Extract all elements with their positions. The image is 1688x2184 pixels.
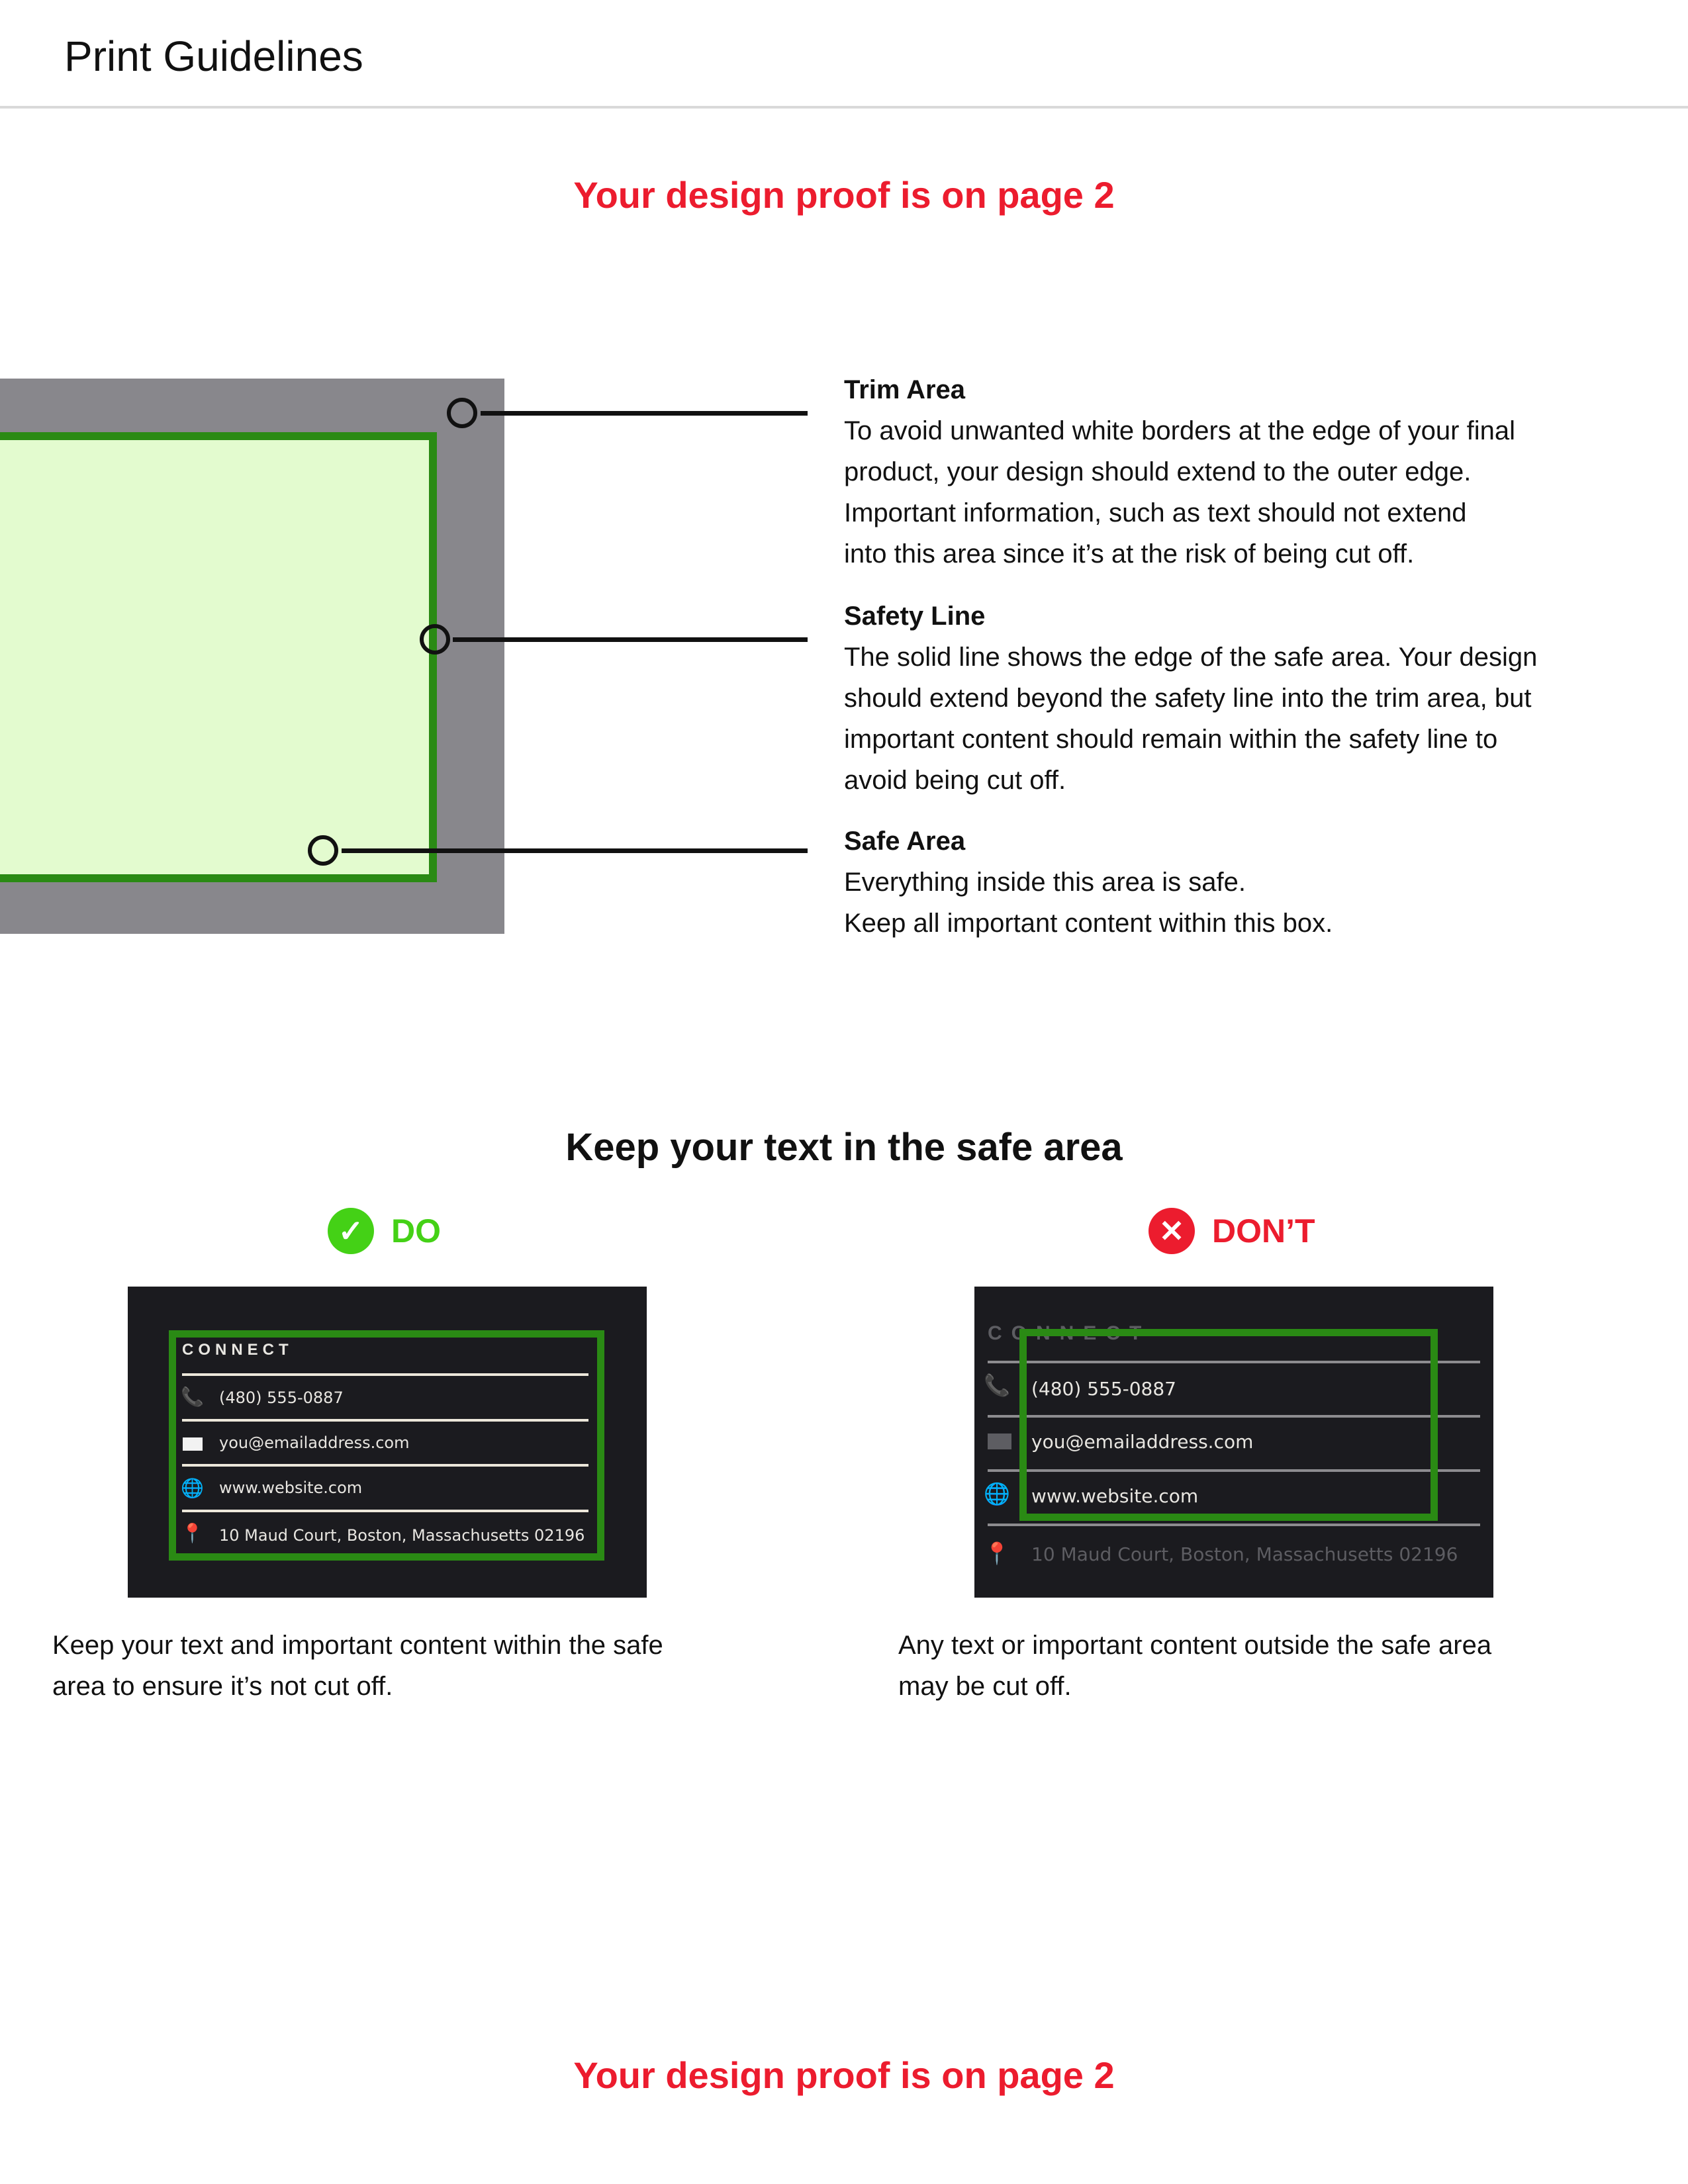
trim-area-leader-line	[481, 411, 808, 416]
card-website: www.website.com	[1031, 1485, 1199, 1507]
page-title: Print Guidelines	[64, 32, 363, 80]
trim-area-title: Trim Area	[844, 375, 966, 404]
safety-line-line: The solid line shows the edge of the safe area. Your design	[844, 643, 1538, 672]
safe-area-line: Keep all important content within this box.	[844, 909, 1333, 938]
globe-icon: 🌐	[181, 1478, 204, 1498]
dont-badge	[1149, 1206, 1315, 1256]
business-card-example-do	[128, 1287, 647, 1598]
location-pin-icon: 📍	[181, 1523, 204, 1543]
safety-line-leader-line	[453, 637, 808, 642]
mail-icon	[988, 1433, 1011, 1449]
proof-notice-bottom: Your design proof is on page 2	[573, 2054, 1115, 2096]
safe-area-title: Safe Area	[844, 827, 966, 856]
dont-caption-line: Any text or important content outside the safe area	[898, 1631, 1492, 1660]
section-title: Keep your text in the safe area	[565, 1126, 1123, 1169]
card-address: 10 Maud Court, Boston, Massachusetts 02196	[1031, 1543, 1458, 1565]
card-address: 10 Maud Court, Boston, Massachusetts 02196	[219, 1526, 585, 1545]
trim-area-description	[844, 369, 1605, 574]
card-email: you@emailaddress.com	[1031, 1431, 1254, 1453]
card-rule	[182, 1419, 588, 1422]
x-icon: ✕	[1149, 1208, 1195, 1254]
safety-line-title: Safety Line	[844, 602, 986, 631]
safe-area-description	[844, 821, 1605, 944]
card-phone: (480) 555-0887	[1031, 1378, 1176, 1400]
card-rule	[988, 1524, 1480, 1526]
header-divider	[0, 106, 1688, 109]
card-rule	[182, 1464, 588, 1467]
dont-label: DON’T	[1212, 1212, 1315, 1250]
safe-area-line: Everything inside this area is safe.	[844, 868, 1246, 897]
trim-area-line: product, your design should extend to the outer edge.	[844, 457, 1472, 486]
safety-line-line: should extend beyond the safety line into the trim area, but	[844, 684, 1532, 713]
safety-line-line: avoid being cut off.	[844, 766, 1066, 795]
card-heading: CONNECT	[988, 1322, 1151, 1344]
trim-area-marker	[447, 398, 477, 428]
mail-icon	[183, 1437, 203, 1451]
trim-area-line: into this area since it’s at the risk of being cut off.	[844, 539, 1415, 569]
safety-line-marker	[420, 624, 450, 655]
card-website: www.website.com	[219, 1479, 363, 1497]
do-caption	[52, 1625, 714, 1707]
safe-area-swatch	[0, 432, 437, 882]
safe-area-leader-line	[342, 848, 808, 853]
card-phone: (480) 555-0887	[219, 1388, 344, 1407]
do-label: DO	[391, 1212, 441, 1250]
proof-notice-top: Your design proof is on page 2	[573, 174, 1115, 216]
trim-area-line: To avoid unwanted white borders at the edge of your final	[844, 416, 1515, 445]
phone-icon: 📞	[181, 1387, 204, 1407]
do-caption-line: Keep your text and important content within the safe	[52, 1631, 663, 1660]
safety-line-outline	[1019, 1329, 1438, 1521]
trim-area-line: Important information, such as text should not extend	[844, 498, 1467, 527]
card-heading: CONNECT	[182, 1341, 293, 1359]
dont-caption-line: may be cut off.	[898, 1672, 1072, 1701]
business-card-example-dont	[974, 1287, 1493, 1598]
card-email: you@emailaddress.com	[219, 1433, 410, 1452]
card-rule	[182, 1373, 588, 1376]
location-pin-icon: 📍	[984, 1541, 1010, 1565]
globe-icon: 🌐	[984, 1482, 1010, 1506]
safe-area-marker	[308, 835, 338, 866]
check-icon: ✓	[328, 1208, 374, 1254]
dont-caption	[898, 1625, 1560, 1707]
safety-line-description	[844, 596, 1605, 801]
phone-icon: 📞	[984, 1373, 1010, 1397]
do-caption-line: area to ensure it’s not cut off.	[52, 1672, 393, 1701]
card-rule	[182, 1510, 588, 1512]
safety-line-line: important content should remain within the safety line to	[844, 725, 1498, 754]
do-badge	[328, 1206, 441, 1256]
